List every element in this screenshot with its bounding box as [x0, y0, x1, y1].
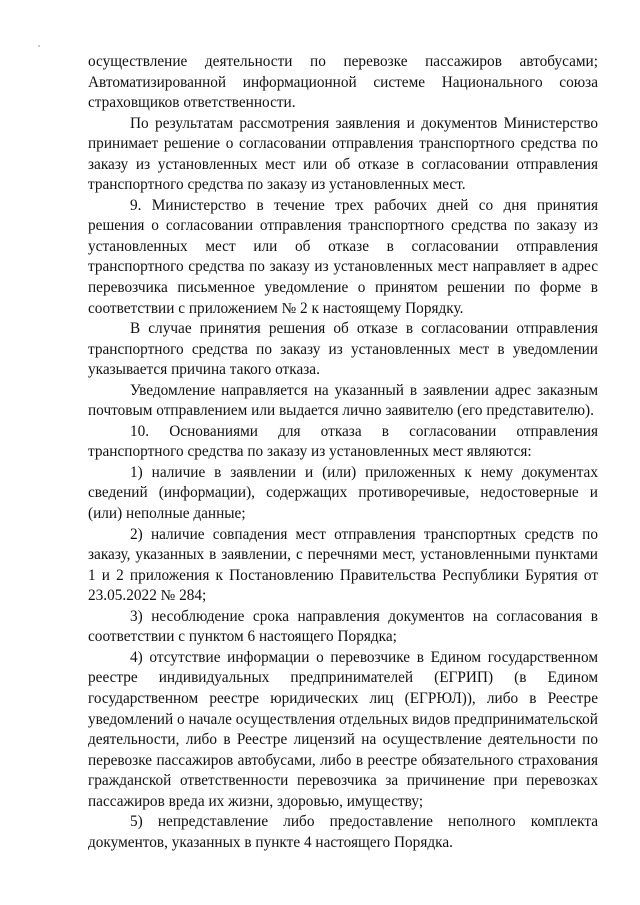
scan-dot [38, 45, 40, 47]
paragraph: 9. Министерство в течение трех рабочих дней со дня принятия решения о согласовании отправления транспортного средства по заказу из установленных мест или об отказе в согласовании отправления транспортного средства по заказу из установленных мест направляет в адрес перевозчика письменное уведомление о принятом решении по форме в соответствии с приложением № 2 к настоящему Порядку. [88, 196, 598, 317]
paragraph: По результатам рассмотрения заявления и документов Министерство принимает решение о согласовании отправления транспортного средства по заказу из установленных мест или об отказе в согласовании отправления транспортного средства по заказу из установленных мест. [88, 114, 598, 194]
document-body [88, 52, 598, 853]
list-item: 3) несоблюдение срока направления документов на согласования в соответствии с пунктом 6 настоящего Порядка; [88, 607, 598, 646]
paragraph: Уведомление направляется на указанный в заявлении адрес заказным почтовым отправлением или выдается лично заявителю (его представителю). [88, 381, 598, 420]
paragraph: 10. Основаниями для отказа в согласовании отправления транспортного средства по заказу из установленных мест являются: [88, 422, 598, 461]
list-item: 4) отсутствие информации о перевозчике в Едином государственном реестре индивидуальных предпринимателей (ЕГРИП) (в Едином государственном реестре юридических лиц (ЕГРЮЛ)), либо в Реестре уведомлений о начале осуществления отдельных видов предпринимательской деятельности, либо в Реестре лицензий на осуществление деятельности по перевозке пассажиров автобусами, либо в реестре обязательного страхования гражданской ответственности перевозчика за причинение при перевозках пассажиров вреда их жизни, здоровью, имуществу; [88, 648, 598, 810]
list-item: 2) наличие совпадения мест отправления транспортных средств по заказу, указанных в заявлении, с перечнями мест, установленными пунктами 1 и 2 приложения к Постановлению Правительства Республики Бурятия от 23.05.2022 № 284; [88, 525, 598, 605]
list-item: 1) наличие в заявлении и (или) приложенных к нему документах сведений (информации), содержащих противоречивые, недостоверные и (или) неполные данные; [88, 463, 598, 523]
list-item: 5) непредставление либо предоставление неполного комплекта документов, указанных в пункте 4 настоящего Порядка. [88, 813, 598, 851]
paragraph: В случае принятия решения об отказе в согласовании отправления транспортного средства по заказу из установленных мест в уведомлении указывается причина такого отказа. [88, 320, 598, 379]
paragraph: осуществление деятельности по перевозке пассажиров автобусами; Автоматизированной информационной системе Национального союза страховщиков ответственности. [88, 53, 598, 112]
